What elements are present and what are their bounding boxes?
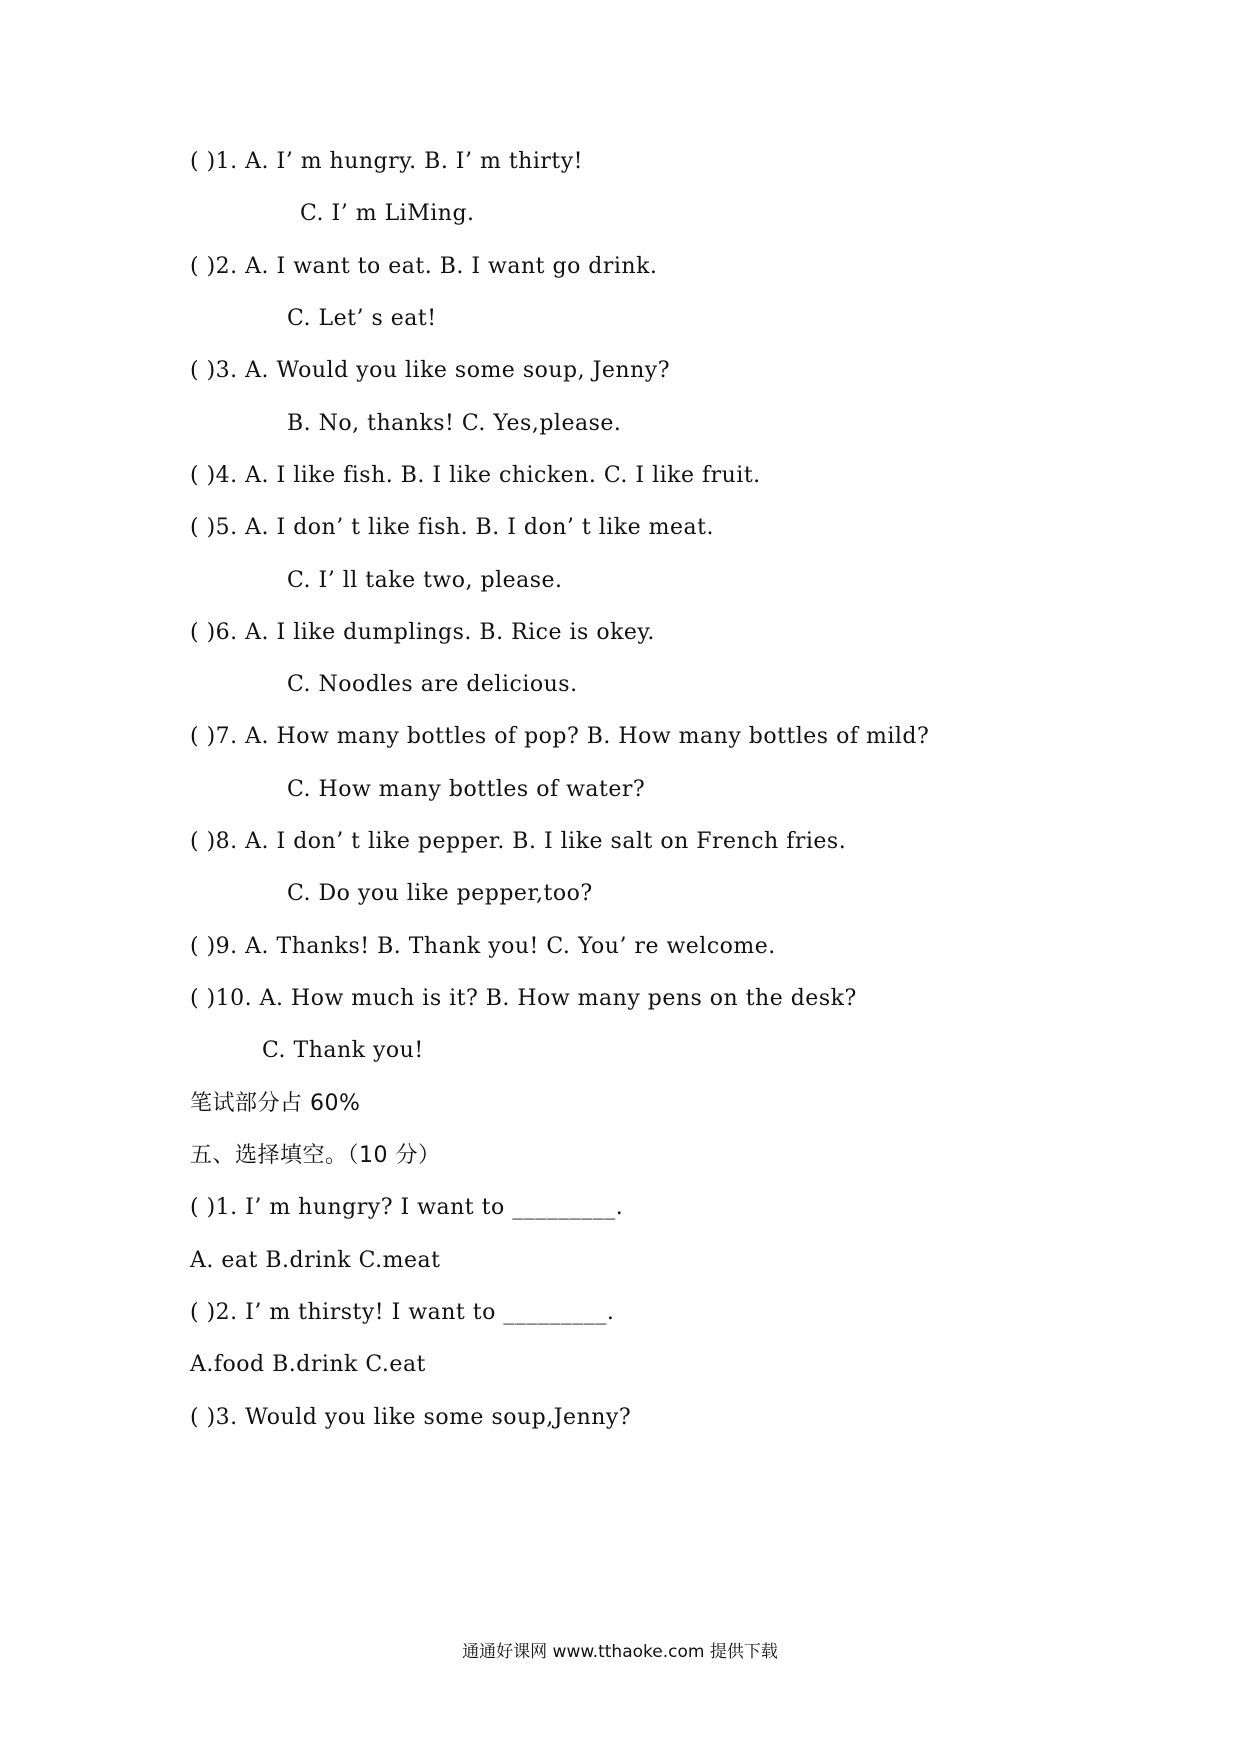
listening-item-7: ( )7. A. How many bottles of pop? B. How many bottles of mild? [190, 724, 930, 749]
listening-item-8: ( )8. A. I don’ t like pepper. B. I like salt on French fries. [190, 829, 847, 854]
written-question-3: ( )3. Would you like some soup,Jenny? [190, 1405, 632, 1430]
listening-item-1: ( )1. A. I’ m hungry. B. I’ m thirty! [190, 149, 584, 174]
written-options-2: A.food B.drink C.eat [190, 1352, 426, 1377]
footer-credit: 通通好课网 www.tthaoke.com 提供下载 [462, 1642, 778, 1662]
listening-item-9: ( )9. A. Thanks! B. Thank you! C. You’ re welcome. [190, 934, 776, 959]
listening-item-6-cont: C. Noodles are delicious. [287, 672, 578, 697]
listening-item-4: ( )4. A. I like fish. B. I like chicken. C. I like fruit. [190, 463, 761, 488]
listening-item-2-cont: C. Let’ s eat! [287, 306, 437, 331]
written-percent-label: 笔试部分占 60% [190, 1091, 361, 1116]
written-options-1: A. eat B.drink C.meat [190, 1248, 441, 1273]
listening-item-8-cont: C. Do you like pepper,too? [287, 881, 593, 906]
section-title: 五、选择填空。（10 分） [190, 1143, 441, 1168]
written-question-2: ( )2. I’ m thirsty! I want to _________. [190, 1300, 615, 1325]
listening-item-10-cont: C. Thank you! [262, 1038, 424, 1063]
listening-item-7-cont: C. How many bottles of water? [287, 777, 646, 802]
listening-item-6: ( )6. A. I like dumplings. B. Rice is okey. [190, 620, 655, 645]
listening-item-5-cont: C. I’ ll take two, please. [287, 568, 563, 593]
written-question-1: ( )1. I’ m hungry? I want to _________. [190, 1195, 624, 1220]
listening-item-1-cont: C. I’ m LiMing. [300, 201, 475, 226]
listening-item-5: ( )5. A. I don’ t like fish. B. I don’ t like meat. [190, 515, 714, 540]
listening-item-10: ( )10. A. How much is it? B. How many pens on the desk? [190, 986, 857, 1011]
listening-item-3-cont: B. No, thanks! C. Yes,please. [287, 411, 622, 436]
listening-item-3: ( )3. A. Would you like some soup, Jenny? [190, 358, 670, 383]
listening-item-2: ( )2. A. I want to eat. B. I want go drink. [190, 254, 658, 279]
